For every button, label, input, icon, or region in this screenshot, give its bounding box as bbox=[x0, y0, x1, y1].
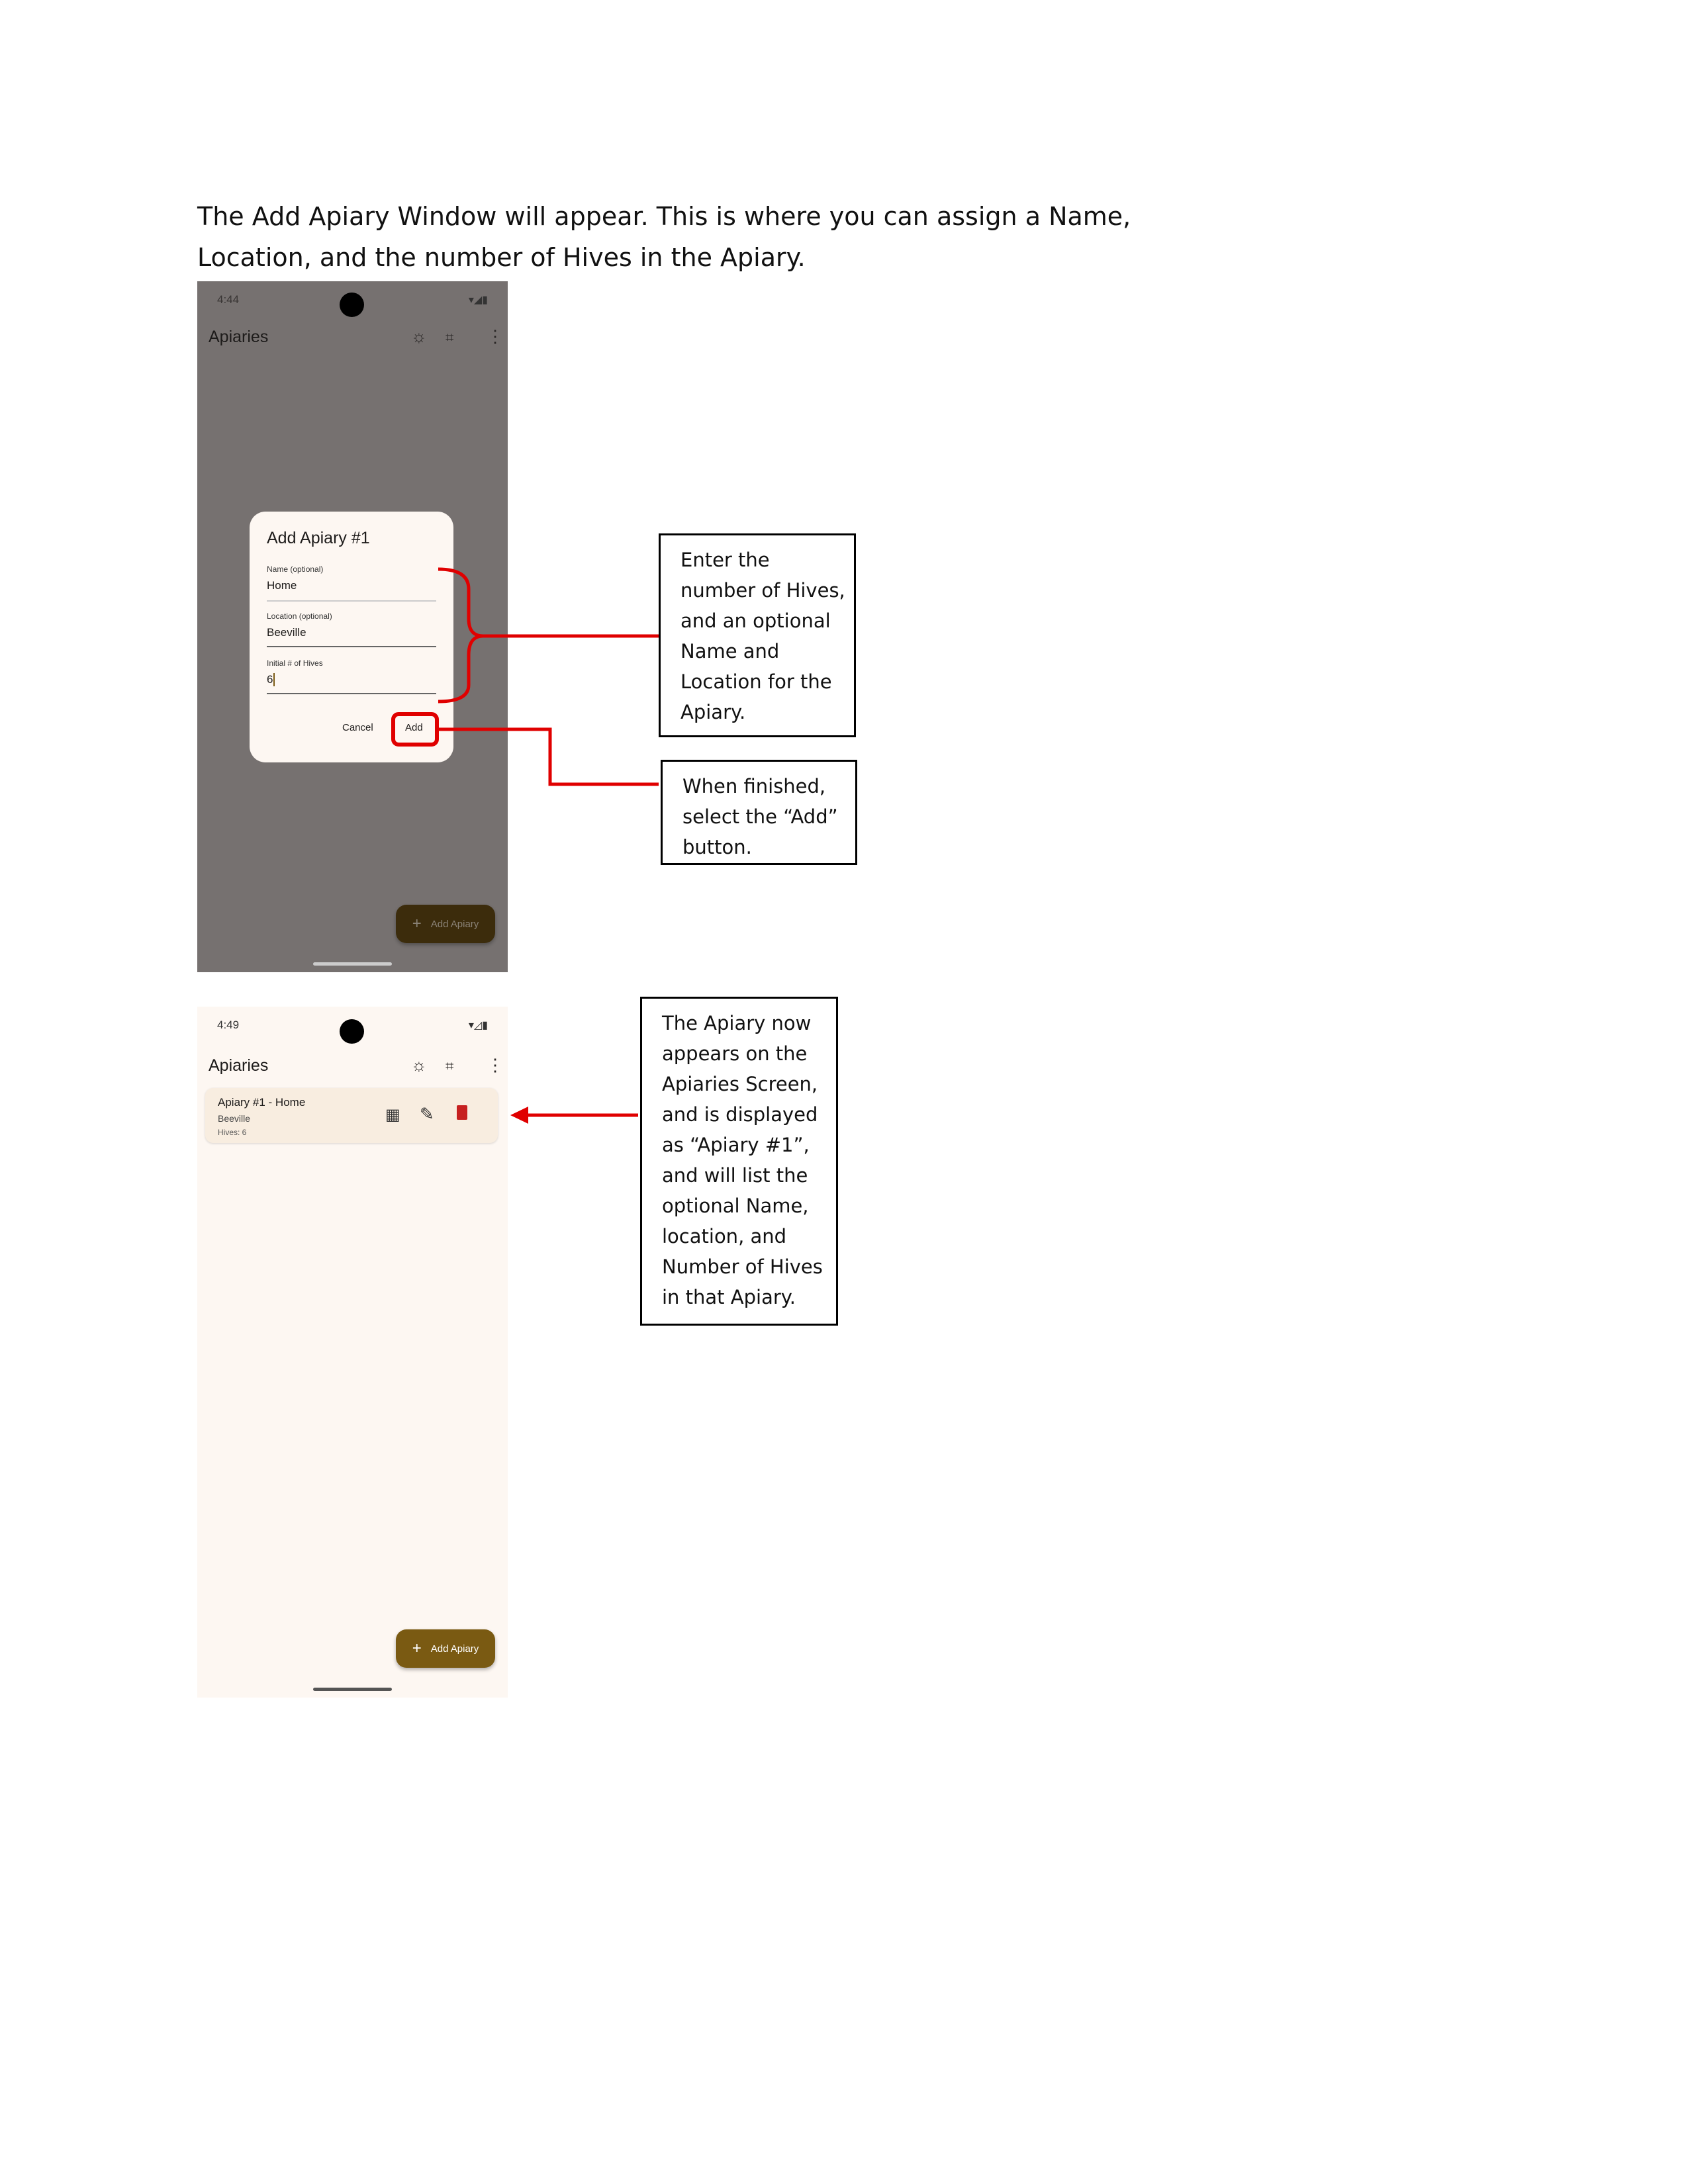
status-time: 4:49 bbox=[217, 1019, 240, 1031]
plus-icon: + bbox=[412, 915, 422, 933]
callout-line: button. bbox=[682, 836, 752, 858]
status-icons: ▾◢▮ bbox=[468, 295, 488, 306]
location-label: Location (optional) bbox=[267, 612, 332, 621]
callout-line: in that Apiary. bbox=[662, 1286, 796, 1308]
callout-line: When finished, bbox=[682, 775, 826, 797]
callout-line: as “Apiary #1”, bbox=[662, 1134, 810, 1156]
callout-line: optional Name, bbox=[662, 1195, 809, 1217]
name-field[interactable]: Home bbox=[267, 579, 297, 592]
callout-line: Enter the bbox=[680, 549, 770, 571]
brightness-icon[interactable]: ☼ bbox=[411, 1055, 427, 1075]
add-button-highlight bbox=[393, 714, 437, 745]
hives-label: Initial # of Hives bbox=[267, 659, 323, 668]
add-connector bbox=[437, 729, 659, 784]
callout-line: Name and bbox=[680, 640, 780, 662]
callout-line: and will list the bbox=[662, 1164, 808, 1187]
fab-label: Add Apiary bbox=[430, 918, 479, 930]
callout-line: and an optional bbox=[680, 610, 831, 632]
plus-icon: + bbox=[412, 1639, 422, 1657]
qr-scan-icon[interactable]: ⌗ bbox=[445, 1058, 454, 1074]
callout-line: select the “Add” bbox=[682, 805, 838, 828]
app-title: Apiaries bbox=[209, 1056, 269, 1075]
callout-box-fields bbox=[659, 533, 856, 737]
more-vert-icon[interactable]: ⋮ bbox=[487, 1055, 504, 1075]
more-vert-icon[interactable]: ⋮ bbox=[487, 326, 504, 346]
card-arrow-head bbox=[510, 1107, 528, 1124]
callout-box-result bbox=[640, 997, 838, 1326]
apiary-title: Apiary #1 - Home bbox=[218, 1096, 306, 1109]
name-label: Name (optional) bbox=[267, 565, 324, 574]
app-title: Apiaries bbox=[209, 328, 269, 346]
intro-line: The Add Apiary Window will appear. This is where you can assign a Name, bbox=[197, 202, 1131, 231]
fab-label: Add Apiary bbox=[430, 1643, 479, 1655]
field-bracket bbox=[438, 569, 659, 702]
callout-line: number of Hives, bbox=[680, 579, 845, 602]
callout-line: Number of Hives bbox=[662, 1255, 823, 1278]
status-time: 4:44 bbox=[217, 293, 240, 306]
apiary-location: Beeville bbox=[218, 1113, 251, 1124]
add-button[interactable]: Add bbox=[405, 722, 423, 733]
brightness-icon[interactable]: ☼ bbox=[411, 326, 427, 346]
hives-field[interactable]: 6 bbox=[267, 673, 275, 686]
callout-line: and is displayed bbox=[662, 1103, 818, 1126]
callout-line: Apiaries Screen, bbox=[662, 1073, 818, 1095]
callout-line: Apiary. bbox=[680, 701, 746, 723]
cancel-button[interactable]: Cancel bbox=[342, 722, 373, 733]
qr-scan-icon[interactable]: ⌗ bbox=[445, 329, 454, 345]
callout-line: location, and bbox=[662, 1225, 787, 1248]
callout-line: appears on the bbox=[662, 1042, 808, 1065]
status-icons: ▾◿▮ bbox=[468, 1020, 488, 1031]
callout-line: Location for the bbox=[680, 670, 832, 693]
dialog-title: Add Apiary #1 bbox=[267, 529, 370, 547]
intro-line: Location, and the number of Hives in the Apiary. bbox=[197, 243, 806, 272]
callout-line: The Apiary now bbox=[662, 1012, 812, 1034]
location-field[interactable]: Beeville bbox=[267, 626, 306, 639]
edit-pencil-icon[interactable]: ✎ bbox=[420, 1104, 434, 1124]
qr-code-icon[interactable]: ▦ bbox=[385, 1106, 400, 1124]
callout-box-add bbox=[661, 760, 857, 865]
apiary-hives: Hives: 6 bbox=[218, 1128, 247, 1137]
